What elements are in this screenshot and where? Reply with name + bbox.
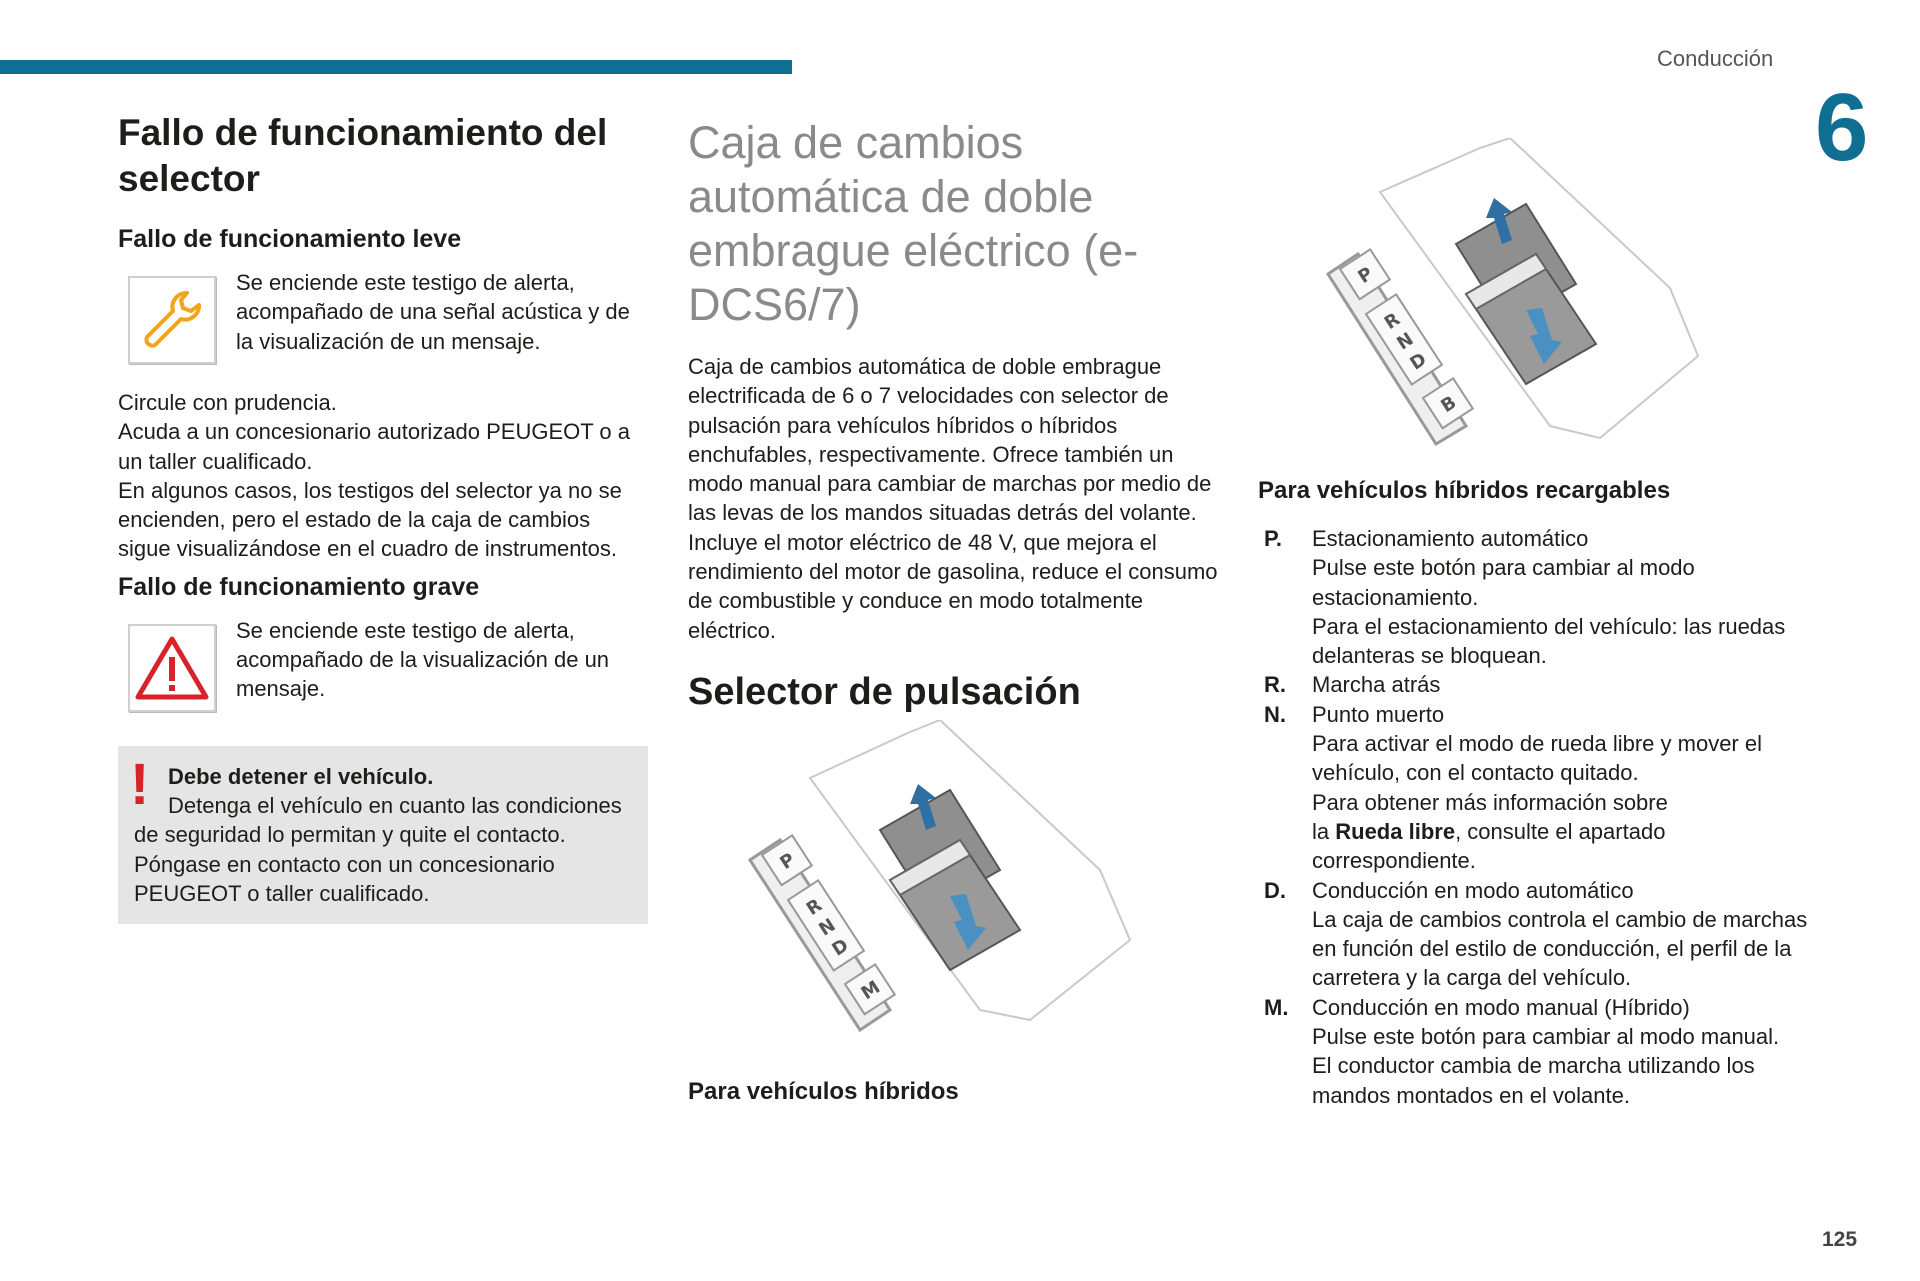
section-title: Fallo de funcionamiento del selector (118, 112, 608, 199)
notice-line-1: Detenga el vehículo en cuanto las condiciones de seguridad lo permitan y quite el contacto. (134, 793, 622, 848)
gearbox-intro: Caja de cambios automática de doble embrague electrificada de 6 o 7 velocidades con selector de pulsación para vehículos híbridos o híbridos enchufables, respectivamente. Ofrece también un modo manual para cambiar de marchas por medio de las levas de los mandos situadas detrás del volante. Incluye el motor eléctrico de 48 V, que mejora el rendimiento del motor de gasolina, reduce el consumo de combustible y conduce en modo totalmente eléctrico. (688, 354, 1218, 643)
hybrid-figure-caption: Para vehículos híbridos (688, 1078, 959, 1105)
mode-p-line-2: Para el estacionamiento del vehículo: las ruedas delanteras se bloquean. (1312, 613, 1786, 669)
list-item (1258, 700, 1818, 876)
mode-key-r: R. (1264, 672, 1286, 698)
mode-d-title: Conducción en modo automático (1312, 877, 1634, 903)
key-label-m: M (857, 976, 884, 1005)
section-name: Conducción (1657, 46, 1774, 71)
push-selector-plugin-hybrid-illustration (1320, 138, 1710, 448)
key-label-r: R (802, 894, 826, 920)
header-accent-bar (0, 60, 792, 74)
wrench-icon (128, 276, 216, 364)
warning-triangle-icon (128, 624, 216, 712)
minor-line-2: Acuda a un concesionario autorizado PEUGEOT o a un taller cualificado. (118, 419, 631, 474)
minor-line-1: Circule con prudencia. (118, 390, 337, 415)
right-column (1258, 476, 1818, 1110)
key-label-d: D (1406, 348, 1431, 375)
middle-column (688, 116, 1220, 715)
list-item (1258, 670, 1818, 699)
key-label-n: N (815, 914, 840, 941)
push-selector-hybrid-illustration (740, 720, 1140, 1040)
mode-key-n: N. (1264, 701, 1286, 727)
selector-heading: Selector de pulsación (688, 670, 1081, 713)
free-wheel-reference: Rueda libre (1335, 818, 1456, 844)
mode-key-m: M. (1264, 994, 1289, 1020)
mode-n-title: Punto muerto (1312, 701, 1445, 727)
plugin-hybrid-caption: Para vehículos híbridos recargables (1258, 477, 1671, 504)
notice-line-2: Póngase en contacto con un concesionario PEUGEOT o taller cualificado. (134, 851, 555, 906)
mode-n-line-1: Para activar el modo de rueda libre y mover el vehículo, con el contacto quitado. (1312, 731, 1762, 786)
selector-key-stack (1340, 249, 1473, 428)
mode-n-line-2: Para obtener más información sobre (1312, 789, 1668, 815)
list-item (1258, 876, 1818, 993)
key-label-p: P (1354, 263, 1377, 288)
notice-title: Debe detener el vehículo. (168, 763, 434, 789)
exclamation-icon: ! (130, 751, 150, 817)
selector-modes-list (1258, 524, 1818, 1110)
page-number: 125 (1822, 1228, 1858, 1251)
minor-line-3: En algunos casos, los testigos del selector ya no se encienden, pero el estado de la caja de cambios sigue visualizándose en el cuadro de instrumentos. (118, 477, 622, 562)
mode-n-line-3: la Rueda libre, consulte el apartado correspondiente. (1312, 818, 1666, 874)
severe-fault-heading: Fallo de funcionamiento grave (118, 572, 480, 601)
chapter-number: 6 (1815, 74, 1869, 181)
key-label-r: R (1380, 308, 1404, 334)
mode-m-line-2: El conductor cambia de marcha utilizando los mandos montados en el volante. (1312, 1053, 1755, 1108)
key-label-n: N (1393, 328, 1418, 355)
key-label-d: D (828, 934, 853, 961)
list-item (1258, 993, 1818, 1110)
minor-fault-heading: Fallo de funcionamiento leve (118, 225, 462, 253)
key-label-p: P (776, 849, 799, 874)
mode-m-line-1: Pulse este botón para cambiar al modo manual. (1312, 1024, 1780, 1050)
list-item (1258, 524, 1818, 670)
key-label-b: B (1437, 392, 1461, 418)
mode-key-p: P. (1264, 526, 1282, 551)
mode-key-d: D. (1264, 877, 1286, 903)
stop-vehicle-notice (118, 746, 648, 924)
severe-warning-text: Se enciende este testigo de alerta, acompañado de la visualización de un mensaje. (236, 617, 610, 702)
mode-m-title: Conducción en modo manual (Híbrido) (1312, 994, 1690, 1020)
mode-p-line-1: Pulse este botón para cambiar al modo estacionamiento. (1312, 555, 1695, 610)
mode-p-title: Estacionamiento automático (1312, 526, 1589, 551)
left-column (118, 110, 648, 924)
mode-r-title: Marcha atrás (1312, 672, 1441, 698)
minor-warning-text: Se enciende este testigo de alerta, acompañado de una señal acústica y de la visualización de un mensaje. (236, 270, 630, 354)
minor-warning-row (118, 268, 648, 364)
severe-warning-row (118, 616, 648, 712)
selector-key-stack (762, 835, 895, 1014)
gearbox-title: Caja de cambios automática de doble embrague eléctrico (e-DCS6/7) (688, 117, 1139, 330)
mode-d-line-1: La caja de cambios controla el cambio de marchas en función del estilo de conducción, el perfil de la carretera y la carga del vehículo. (1312, 906, 1808, 991)
